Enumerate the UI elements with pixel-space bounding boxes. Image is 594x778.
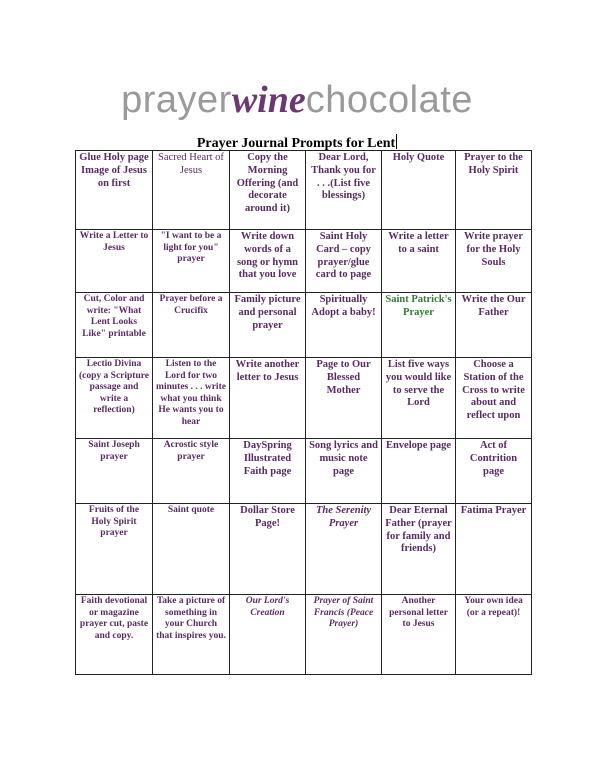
grid-cell: Family picture and personal prayer <box>230 293 306 358</box>
grid-cell: Saint Holy Card – copy prayer/glue card to page <box>306 230 382 293</box>
grid-cell: Fruits of the Holy Spirit prayer <box>76 504 153 595</box>
grid-cell: Write a letter to a saint <box>382 230 456 293</box>
site-logo <box>0 78 594 122</box>
grid-cell: Write another letter to Jesus <box>230 358 306 439</box>
grid-cell: Write down words of a song or hymn that you love <box>230 230 306 293</box>
grid-cell: Write the Our Father <box>456 293 532 358</box>
logo-wine-text: wine <box>231 79 306 121</box>
grid-cell: Saint quote <box>153 504 230 595</box>
table-row <box>76 230 532 293</box>
grid-cell: Choose a Station of the Cross to write about and reflect upon <box>456 358 532 439</box>
grid-cell: Spiritually Adopt a baby! <box>306 293 382 358</box>
grid-cell: Acrostic style prayer <box>153 439 230 504</box>
grid-cell: Glue Holy page Image of Jesus on first <box>76 151 153 230</box>
prompts-grid <box>75 150 532 675</box>
logo-chocolate-text: chocolate <box>305 79 473 121</box>
grid-cell: Faith devotional or magazine prayer cut, paste and copy. <box>76 595 153 675</box>
grid-cell: The Serenity Prayer <box>306 504 382 595</box>
grid-cell: Dollar Store Page! <box>230 504 306 595</box>
grid-cell: Prayer before a Crucifix <box>153 293 230 358</box>
grid-cell: Cut, Color and write: "What Lent Looks Like" printable <box>76 293 153 358</box>
grid-cell: Saint Joseph prayer <box>76 439 153 504</box>
grid-cell: "I want to be a light for you" prayer <box>153 230 230 293</box>
grid-cell: DaySpring Illustrated Faith page <box>230 439 306 504</box>
table-row <box>76 439 532 504</box>
grid-cell: Holy Quote <box>382 151 456 230</box>
table-row <box>76 293 532 358</box>
grid-cell: Listen to the Lord for two minutes . . . write what you think He wants you to hear <box>153 358 230 439</box>
grid-cell: Our Lord's Creation <box>230 595 306 675</box>
grid-cell: Write a Letter to Jesus <box>76 230 153 293</box>
grid-cell: Take a picture of something in your Church that inspires you. <box>153 595 230 675</box>
grid-cell: Fatima Prayer <box>456 504 532 595</box>
grid-cell: Dear Lord, Thank you for . . .(List five blessings) <box>306 151 382 230</box>
grid-cell: Copy the Morning Offering (and decorate around it) <box>230 151 306 230</box>
grid-cell: Page to Our Blessed Mother <box>306 358 382 439</box>
text-cursor <box>396 134 397 149</box>
grid-cell: Dear Eternal Father (prayer for family and friends) <box>382 504 456 595</box>
grid-cell: Lectio Divina (copy a Scripture passage and write a reflection) <box>76 358 153 439</box>
logo-prayer-text: prayer <box>121 79 232 121</box>
grid-cell: Your own idea (or a repeat)! <box>456 595 532 675</box>
grid-cell: Another personal letter to Jesus <box>382 595 456 675</box>
grid-cell: Prayer of Saint Francis (Peace Prayer) <box>306 595 382 675</box>
table-row <box>76 595 532 675</box>
grid-cell: Write prayer for the Holy Souls <box>456 230 532 293</box>
grid-cell: Song lyrics and music note page <box>306 439 382 504</box>
grid-cell: Envelope page <box>382 439 456 504</box>
grid-cell: Saint Patrick's Prayer <box>382 293 456 358</box>
page-title-text: Prayer Journal Prompts for Lent <box>196 136 396 151</box>
grid-cell: Prayer to the Holy Spirit <box>456 151 532 230</box>
table-row <box>76 151 532 230</box>
table-row <box>76 358 532 439</box>
grid-cell: List five ways you would like to serve the Lord <box>382 358 456 439</box>
table-row <box>76 504 532 595</box>
grid-cell: Sacred Heart of Jesus <box>153 151 230 230</box>
grid-cell: Act of Contrition page <box>456 439 532 504</box>
